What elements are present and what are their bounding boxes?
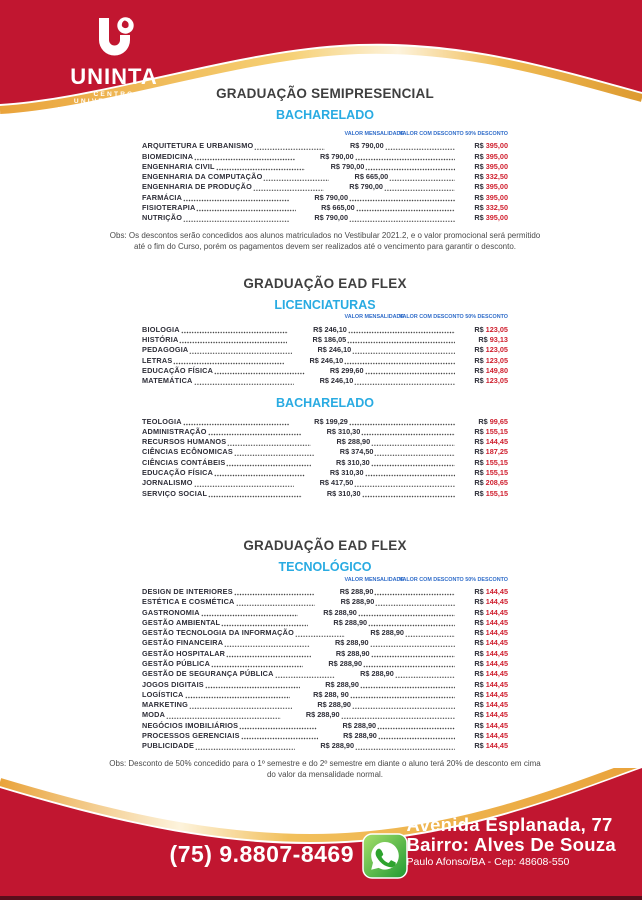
dot-leader (405, 630, 455, 637)
course-row (142, 647, 508, 657)
course-price: R$ 665,00 (354, 172, 389, 182)
course-price: R$ 790,00 (349, 182, 383, 192)
dot-leader (365, 368, 455, 375)
course-row (142, 415, 508, 425)
course-discount-price: R$ 395,00 (474, 151, 509, 161)
course-discount-price: R$ 395,00 (474, 213, 509, 223)
course-row (142, 617, 508, 627)
address-block (407, 815, 616, 868)
dot-leader (194, 480, 295, 487)
course-price: R$ 288,90 (342, 720, 377, 730)
dot-leader (363, 661, 455, 668)
course-discount-price: R$ 395,00 (474, 182, 509, 192)
course-row (142, 212, 508, 222)
dot-leader (194, 154, 294, 161)
course-name: MATEMÁTICA (142, 376, 193, 386)
course-row (142, 678, 508, 688)
course-discount-price: R$ 144,45 (474, 648, 509, 658)
dot-leader (360, 682, 455, 689)
dot-leader (384, 184, 455, 191)
dot-leader (208, 429, 302, 436)
course-discount-price: R$ 144,45 (474, 437, 509, 447)
course-row (142, 627, 508, 637)
address-line-1: Avenida Esplanada, 77 (406, 813, 613, 835)
phone-number: (75) 9.8807-8469 (169, 841, 354, 867)
section-subtitle-licenciaturas: LICENCIATURAS (274, 298, 376, 313)
dot-leader (354, 378, 455, 385)
course-discount-price: R$ 144,45 (474, 659, 509, 668)
address-line-3: Paulo Afonso/BA - Cep: 48608-550 (406, 855, 570, 868)
course-name: PROCESSOS GERENCIAIS (142, 731, 240, 741)
course-price: R$ 299,60 (329, 365, 364, 375)
dot-leader (374, 589, 455, 596)
dot-leader (275, 671, 335, 678)
course-row (142, 161, 508, 171)
course-name: ENGENHARIA DE PRODUÇÃO (142, 182, 252, 192)
course-discount-price: R$ 155,15 (474, 426, 508, 436)
logo-wordmark: UNINTA (70, 64, 158, 89)
dot-leader (183, 215, 289, 222)
course-price: R$ 186,05 (312, 335, 347, 345)
course-price: R$ 374,50 (339, 447, 374, 457)
section-subtitle-bacharelado: BACHARELADO (276, 108, 374, 122)
course-discount-price: R$ 144,45 (474, 710, 508, 720)
course-name: MARKETING (142, 700, 188, 710)
course-row (142, 740, 508, 750)
course-discount-price: R$ 123,05 (474, 355, 509, 365)
course-discount-price: R$ 123,05 (474, 324, 508, 334)
course-price: R$ 790,00 (314, 213, 349, 223)
column-header-desconto: VALOR COM DESCONTO 50% DESCONTO (399, 131, 508, 137)
course-price: R$ 199,29 (314, 416, 348, 426)
dot-leader (253, 184, 324, 191)
course-discount-price: R$ 144,45 (474, 628, 508, 638)
course-discount-price: R$ 93,13 (478, 335, 508, 345)
note-tecnologico: Obs: Desconto de 50% concedido para o 1º semestre e do 2º semestre em diante o aluno terá 20% de desconto em cima do valor da mensalidade normal. (109, 759, 541, 779)
address-line-2: Bairro: Alves De Souza (406, 833, 616, 855)
dot-leader (183, 195, 289, 202)
dot-leader (362, 491, 455, 498)
course-name: FARMÁCIA (142, 192, 183, 202)
dot-leader (355, 743, 455, 750)
dot-leader (352, 702, 455, 709)
course-row (142, 150, 508, 160)
course-price: R$ 288,90 (325, 679, 359, 689)
section-title-ead-flex-tecnologico: GRADUAÇÃO EAD FLEX (243, 537, 407, 553)
course-price: R$ 288,90 (360, 669, 394, 679)
course-name: ENGENHARIA DA COMPUTAÇÃO (142, 172, 263, 182)
course-price: R$ 310,30 (326, 488, 361, 498)
dot-leader (389, 174, 455, 181)
course-row (142, 202, 508, 212)
course-price: R$ 288,90 (339, 586, 374, 596)
course-discount-price: R$ 144,45 (474, 597, 509, 607)
dot-leader (234, 589, 315, 596)
dot-leader (365, 470, 455, 477)
column-headers (142, 314, 508, 323)
course-discount-price: R$ 99,65 (478, 416, 508, 426)
course-price: R$ 288, 90 (313, 689, 349, 699)
course-discount-price: R$ 155,15 (474, 468, 509, 478)
course-discount-price: R$ 155,15 (474, 488, 509, 498)
column-headers (142, 131, 508, 140)
dot-leader (226, 651, 310, 658)
dot-leader (354, 480, 455, 487)
dot-leader (377, 723, 455, 730)
dot-leader (349, 215, 455, 222)
logo-subtitle: CENTRO UNIVERSITÁRIO (58, 91, 170, 108)
dot-leader (349, 419, 455, 426)
course-row (142, 596, 508, 606)
course-price: R$ 246,10 (313, 324, 347, 334)
course-price: R$ 288,90 (335, 648, 370, 658)
dot-leader (358, 610, 455, 617)
course-price: R$ 288,90 (340, 597, 375, 607)
dot-leader (385, 143, 455, 150)
dot-leader (234, 449, 315, 456)
dot-leader (370, 640, 455, 647)
dot-leader (295, 630, 345, 637)
course-discount-price: R$ 332,50 (474, 172, 508, 182)
course-price: R$ 790,00 (319, 151, 354, 161)
course-row (142, 709, 508, 719)
dot-leader (185, 692, 290, 699)
dot-leader (355, 154, 455, 161)
course-row (142, 446, 508, 456)
course-row (142, 699, 508, 709)
dot-leader (205, 682, 300, 689)
course-price: R$ 310,30 (326, 426, 361, 436)
column-header-mensalidade: VALOR MENSALIDADE (344, 131, 404, 137)
course-discount-price: R$ 187,25 (474, 447, 508, 457)
course-price: R$ 288,90 (328, 659, 363, 668)
course-name: DESIGN DE INTERIORES (142, 586, 233, 596)
course-row (142, 637, 508, 647)
dot-leader (341, 712, 455, 719)
course-name: LETRAS (142, 355, 173, 365)
section-subtitle-tecnologico: TECNOLÓGICO (278, 559, 372, 574)
course-discount-price: R$ 144,45 (474, 607, 508, 617)
course-row (142, 477, 508, 487)
dot-leader (254, 143, 324, 150)
dot-leader (374, 449, 455, 456)
course-discount-price: R$ 123,05 (474, 345, 508, 355)
course-name: JORNALISMO (142, 478, 193, 488)
dot-leader (348, 327, 455, 334)
dot-leader (224, 640, 309, 647)
dot-leader (214, 470, 304, 477)
course-row (142, 487, 508, 497)
column-header-mensalidade: VALOR MENSALIDADE (344, 314, 404, 321)
course-name: ARQUITETURA E URBANISMO (142, 141, 254, 151)
dot-leader (179, 337, 287, 344)
course-price: R$ 288,90 (305, 710, 340, 720)
course-price: R$ 246,10 (309, 355, 344, 365)
course-price: R$ 246,10 (319, 376, 354, 386)
dot-leader (371, 439, 455, 446)
course-row (142, 436, 508, 446)
course-price: R$ 288,90 (334, 638, 369, 648)
course-row (142, 719, 508, 729)
course-name: JOGOS DIGITAIS (142, 679, 204, 689)
course-price: R$ 288,90 (320, 741, 355, 751)
course-price: R$ 246,10 (317, 345, 352, 355)
course-table-semipresencial (142, 131, 508, 222)
course-row (142, 606, 508, 616)
course-row (142, 334, 508, 344)
course-discount-price: R$ 144,45 (474, 586, 509, 596)
dot-leader (183, 419, 289, 426)
course-discount-price: R$ 208,65 (474, 478, 508, 488)
course-name: EDUCAÇÃO FÍSICA (142, 365, 214, 375)
dot-leader (361, 429, 455, 436)
dot-leader (214, 368, 304, 375)
dot-leader (349, 195, 455, 202)
dot-leader (241, 733, 318, 740)
course-name: RECURSOS HUMANOS (142, 437, 227, 447)
uninta-u-icon (91, 16, 137, 64)
course-discount-price: R$ 144,45 (474, 617, 509, 627)
logo-tagline: Pólo Paulo Afonso - BA - Águas Esplanada (58, 110, 170, 118)
column-header-mensalidade: VALOR MENSALIDADE (344, 576, 404, 583)
dot-leader (350, 692, 455, 699)
dot-leader (195, 743, 295, 750)
course-name: GESTÃO FINANCEIRA (142, 638, 224, 648)
course-row (142, 375, 508, 385)
course-price: R$ 790,00 (314, 192, 349, 202)
course-table-licenciaturas (142, 314, 508, 385)
course-name: CIÊNCIAS CONTÁBEIS (142, 457, 226, 467)
course-price: R$ 310,30 (336, 457, 370, 467)
course-price: R$ 288,90 (317, 700, 351, 710)
dot-leader (221, 620, 308, 627)
dot-leader (201, 610, 298, 617)
course-row (142, 456, 508, 466)
section-title-semipresencial: GRADUAÇÃO SEMIPRESENCIAL (216, 86, 434, 101)
course-discount-price: R$ 144,45 (474, 638, 508, 648)
course-name: MODA (142, 710, 166, 720)
dot-leader (395, 671, 455, 678)
course-discount-price: R$ 395,00 (474, 161, 509, 171)
dot-leader (368, 620, 455, 627)
course-name: GESTÃO PÚBLICA (142, 659, 211, 668)
column-headers (142, 577, 508, 586)
course-name: LOGÍSTICA (142, 689, 184, 699)
course-name: GESTÃO AMBIENTAL (142, 617, 221, 627)
course-discount-price: R$ 144,45 (474, 700, 509, 710)
course-name: CIÊNCIAS ECÔNOMICAS (142, 447, 233, 457)
course-row (142, 344, 508, 354)
course-row (142, 191, 508, 201)
course-name: BIOMEDICINA (142, 151, 194, 161)
course-row (142, 426, 508, 436)
course-price: R$ 665,00 (321, 203, 355, 213)
course-discount-price: R$ 332,50 (474, 203, 509, 213)
course-name: GASTRONOMIA (142, 607, 200, 617)
dot-leader (347, 337, 455, 344)
course-name: SERVIÇO SOCIAL (142, 488, 208, 498)
course-price: R$ 288,90 (370, 628, 404, 638)
dot-leader (173, 358, 284, 365)
course-name: GESTÃO TECNOLOGIA DA INFORMAÇÃO (142, 628, 294, 638)
column-header-desconto: VALOR COM DESCONTO 50% DESCONTO (399, 576, 508, 583)
dot-leader (227, 439, 311, 446)
course-name: PUBLICIDADE (142, 741, 195, 751)
dot-leader (226, 460, 310, 467)
dot-leader (181, 327, 288, 334)
dot-leader (365, 164, 455, 171)
course-row (142, 467, 508, 477)
course-name: PEDAGOGIA (142, 345, 189, 355)
dot-leader (211, 661, 303, 668)
course-row (142, 658, 508, 668)
course-name: NEGÓCIOS IMOBILIÁRIOS (142, 720, 239, 730)
course-price: R$ 288,90 (336, 437, 371, 447)
section-title-ead-flex: GRADUAÇÃO EAD FLEX (243, 276, 407, 292)
dot-leader (344, 358, 455, 365)
course-price: R$ 288,90 (343, 731, 377, 741)
course-discount-price: R$ 395,00 (474, 192, 509, 202)
course-name: FISIOTERAPIA (142, 203, 196, 213)
dot-leader (189, 347, 292, 354)
course-row (142, 365, 508, 375)
course-discount-price: R$ 123,05 (474, 376, 509, 386)
course-row (142, 354, 508, 364)
column-header-desconto: VALOR COM DESCONTO 50% DESCONTO (399, 314, 508, 321)
course-table-tecnologico (142, 577, 508, 751)
course-name: ENGENHARIA CIVIL (142, 161, 215, 171)
note-semipresencial: Obs: Os descontos serão concedidos aos alunos matriculados no Vestibular 2021.2, e o valor promocional será permitido até o fim do Curso, porém os pagamentos devem ser realizados até o vencimento para garantir o desconto. (109, 231, 541, 251)
course-price: R$ 790,00 (350, 141, 384, 151)
course-row (142, 171, 508, 181)
course-discount-price: R$ 155,15 (474, 457, 508, 467)
course-row (142, 730, 508, 740)
course-discount-price: R$ 144,45 (474, 741, 509, 751)
dot-leader (196, 205, 295, 212)
dot-leader (216, 164, 306, 171)
course-name: GESTÃO DE SEGURANÇA PÚBLICA (142, 669, 274, 679)
course-name: ADMINISTRAÇÃO (142, 426, 207, 436)
course-discount-price: R$ 144,45 (474, 679, 509, 689)
course-price: R$ 790,00 (330, 161, 365, 171)
dot-leader (166, 712, 280, 719)
course-row (142, 689, 508, 699)
dot-leader (371, 651, 455, 658)
course-table-bacharelado-ead (142, 415, 508, 497)
dot-leader (208, 491, 301, 498)
course-name: EDUCAÇÃO FÍSICA (142, 468, 214, 478)
course-discount-price: R$ 395,00 (474, 141, 509, 151)
course-discount-price: R$ 149,80 (474, 365, 509, 375)
course-name: NUTRIÇÃO (142, 213, 183, 223)
course-discount-price: R$ 144,45 (474, 720, 509, 730)
course-discount-price: R$ 144,45 (474, 731, 509, 741)
section-subtitle-bacharelado-ead: BACHARELADO (276, 396, 374, 411)
course-price: R$ 417,50 (319, 478, 354, 488)
course-row (142, 668, 508, 678)
course-row (142, 140, 508, 150)
dot-leader (371, 460, 455, 467)
dot-leader (356, 205, 455, 212)
dot-leader (375, 599, 455, 606)
course-row (142, 323, 508, 333)
course-price: R$ 288,90 (323, 607, 357, 617)
course-name: TEOLOGIA (142, 416, 182, 426)
course-price: R$ 288,90 (333, 617, 368, 627)
dot-leader (236, 599, 316, 606)
dot-leader (189, 702, 292, 709)
course-name: HISTÓRIA (142, 335, 179, 345)
dot-leader (239, 723, 317, 730)
dot-leader (263, 174, 329, 181)
course-price: R$ 310,30 (329, 468, 364, 478)
whatsapp-icon (362, 833, 408, 879)
course-discount-price: R$ 144,45 (474, 689, 508, 699)
course-row (142, 181, 508, 191)
course-name: ESTÉTICA E COSMÉTICA (142, 597, 235, 607)
dot-leader (352, 347, 455, 354)
dot-leader (194, 378, 295, 385)
course-name: GESTÃO HOSPITALAR (142, 648, 226, 658)
course-discount-price: R$ 144,45 (474, 669, 508, 679)
dot-leader (378, 733, 455, 740)
course-name: BIOLOGIA (142, 324, 180, 334)
course-row (142, 586, 508, 596)
